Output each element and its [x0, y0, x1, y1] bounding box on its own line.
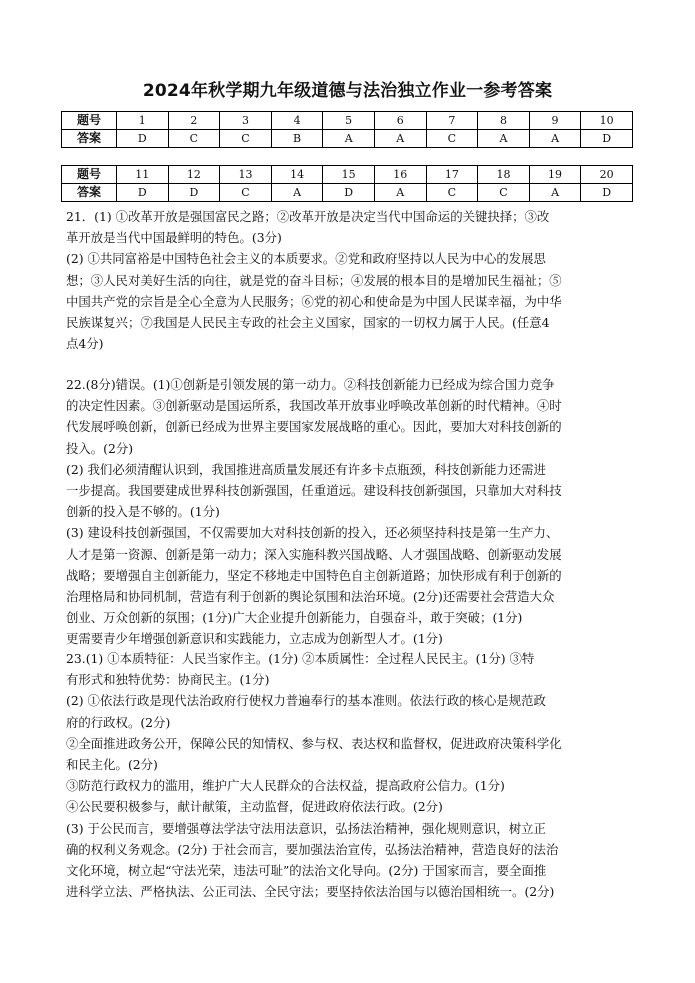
text-line: 民族谋复兴；⑦我国是人民民主专政的社会主义国家，国家的一切权力属于人民。(任意4	[66, 315, 550, 331]
table-cell: 12	[168, 166, 220, 184]
table-cell: D	[117, 184, 169, 202]
question-21-answer	[66, 206, 632, 354]
text-line: 一步提高。我国要建成世界科技创新强国，任重道远。建设科技创新强国，只靠加大对科技	[66, 483, 562, 499]
row-header: 题号	[62, 112, 117, 130]
text-line: (2) ①共同富裕是中国特色社会主义的本质要求。②党和政府坚持以人民为中心的发展思	[66, 251, 546, 267]
text-line: 更需要青少年增强创新意识和实践能力，立志成为创新型人才。(1分)	[66, 631, 443, 647]
table-cell: 17	[426, 166, 478, 184]
answer-table-2	[61, 165, 633, 202]
table-cell: A	[478, 130, 530, 148]
text-line: 进科学立法、严格执法、公正司法、全民守法；要坚持依法治国与以德治国相统一。(2分)	[66, 884, 555, 900]
text-line: 府的行政权。(2分)	[66, 714, 171, 730]
table-cell: A	[529, 184, 581, 202]
table-cell: C	[426, 184, 478, 202]
table-cell: 7	[426, 112, 478, 130]
text-line: 创业、万众创新的氛围；(1分)广大企业提升创新能力，自强奋斗，敢于突破；(1分)	[66, 610, 523, 626]
table-cell: 20	[581, 166, 633, 184]
question-22-answer	[66, 374, 632, 650]
table-cell: 19	[529, 166, 581, 184]
text-line: 治理格局和协同机制，营造有利于创新的舆论氛围和法治环境。(2分)还需要社会营造大众	[66, 589, 555, 605]
table-cell: 4	[271, 112, 323, 130]
table-cell: B	[271, 130, 323, 148]
page-title: 2024年秋学期九年级道德与法治独立作业一参考答案	[142, 81, 553, 101]
text-line: 23.(1) ①本质特征：人民当家作主。(1分) ②本质属性：全过程人民民主。(1分) ③特	[66, 651, 535, 666]
text-line: 点4分)	[66, 336, 104, 352]
text-line: (2) 我们必须清醒认识到，我国推进高质量发展还有许多卡点瓶颈，科技创新能力还需进	[66, 461, 546, 477]
table-cell: 1	[117, 112, 169, 130]
text-line: 22.(8分)错误。(1)①创新是引领发展的第一动力。②科技创新能力已经成为综合国力竞争	[66, 377, 555, 392]
text-line: 和民主化。(2分)	[66, 757, 158, 773]
table-cell: D	[168, 184, 220, 202]
text-line: 21．(1) ①改革开放是强国富民之路；②改革开放是决定当代中国命运的关键抉择；③改	[66, 209, 550, 224]
table-cell: 5	[323, 112, 375, 130]
table-cell: D	[581, 130, 633, 148]
text-line: ③防范行政权力的滥用，维护广大人民群众的合法权益，提高政府公信力。(1分)	[66, 778, 505, 794]
text-line: ④公民要积极参与，献计献策，主动监督，促进政府依法行政。(2分)	[66, 799, 443, 815]
table-cell: 13	[220, 166, 272, 184]
table-cell: 8	[478, 112, 530, 130]
number-row	[62, 112, 633, 130]
table-cell: 18	[478, 166, 530, 184]
answer-row	[62, 184, 633, 202]
table-cell: 10	[581, 112, 633, 130]
text-line: (2) ①依法行政是现代法治政府行使权力普遍奉行的基本准则。依法行政的核心是规范政	[66, 693, 546, 709]
text-line: 的决定性因素。③创新驱动是国运所系，我国改革开放事业呼唤改革创新的时代精神。④时	[66, 398, 562, 414]
table-cell: D	[117, 130, 169, 148]
text-line: 中国共产党的宗旨是全心全意为人民服务；⑥党的初心和使命是为中国人民谋幸福，为中华	[66, 293, 562, 309]
text-line: 战略；要增强自主创新能力，坚定不移地走中国特色自主创新道路；加快形成有利于创新的	[66, 567, 562, 583]
table-cell: A	[374, 130, 426, 148]
text-line: 文化环境，树立起“守法光荣，违法可耻”的法治文化导向。(2分) 于国家而言，要全面推	[66, 863, 547, 879]
text-line: 人才是第一资源、创新是第一动力；深入实施科教兴国战略、人才强国战略、创新驱动发展	[66, 546, 562, 562]
table-cell: C	[168, 130, 220, 148]
table-cell: 15	[323, 166, 375, 184]
table-cell: C	[220, 130, 272, 148]
table-cell: 9	[529, 112, 581, 130]
text-line: 有形式和独特优势：协商民主。(1分)	[66, 672, 270, 688]
row-header: 答案	[62, 184, 117, 202]
table-cell: D	[323, 184, 375, 202]
table-cell: 11	[117, 166, 169, 184]
table-cell: 16	[374, 166, 426, 184]
table-cell: 2	[168, 112, 220, 130]
text-line: (3) 于公民而言，要增强尊法学法守法用法意识，弘扬法治精神，强化规则意识，树立正	[66, 820, 546, 836]
table-cell: A	[529, 130, 581, 148]
number-row	[62, 166, 633, 184]
table-cell: C	[220, 184, 272, 202]
table-cell: 14	[271, 166, 323, 184]
table-cell: A	[271, 184, 323, 202]
text-line: ②全面推进政务公开，保障公民的知情权、参与权、表达权和监督权，促进政府决策科学化	[66, 735, 562, 751]
row-header: 题号	[62, 166, 117, 184]
table-cell: C	[478, 184, 530, 202]
row-header: 答案	[62, 130, 117, 148]
text-line: 确的权利义务观念。(2分) 于社会而言，要加强法治宣传，弘扬法治精神，营造良好的法治	[66, 841, 559, 857]
answer-table-1	[61, 111, 633, 148]
table-cell: 3	[220, 112, 272, 130]
text-line: (3) 建设科技创新强国，不仅需要加大对科技创新的投入，还必须坚持科技是第一生产力、	[66, 525, 559, 541]
table-cell: A	[374, 184, 426, 202]
text-line: 创新的投入是不够的。(1分)	[66, 504, 220, 520]
text-line: 投入。(2分)	[66, 440, 134, 456]
table-cell: C	[426, 130, 478, 148]
table-cell: A	[323, 130, 375, 148]
answer-row	[62, 130, 633, 148]
table-cell: 6	[374, 112, 426, 130]
table-cell: D	[581, 184, 633, 202]
text-line: 想；③人民对美好生活的向往，就是党的奋斗目标；④发展的根本目的是增加民生福祉；⑤	[66, 272, 562, 288]
text-line: 革开放是当代中国最鲜明的特色。(3分)	[66, 230, 282, 246]
text-line: 代发展呼唤创新，创新已经成为世界主要国家发展战略的重心。因此，要加大对科技创新的	[66, 419, 562, 435]
question-23-answer	[66, 648, 632, 902]
